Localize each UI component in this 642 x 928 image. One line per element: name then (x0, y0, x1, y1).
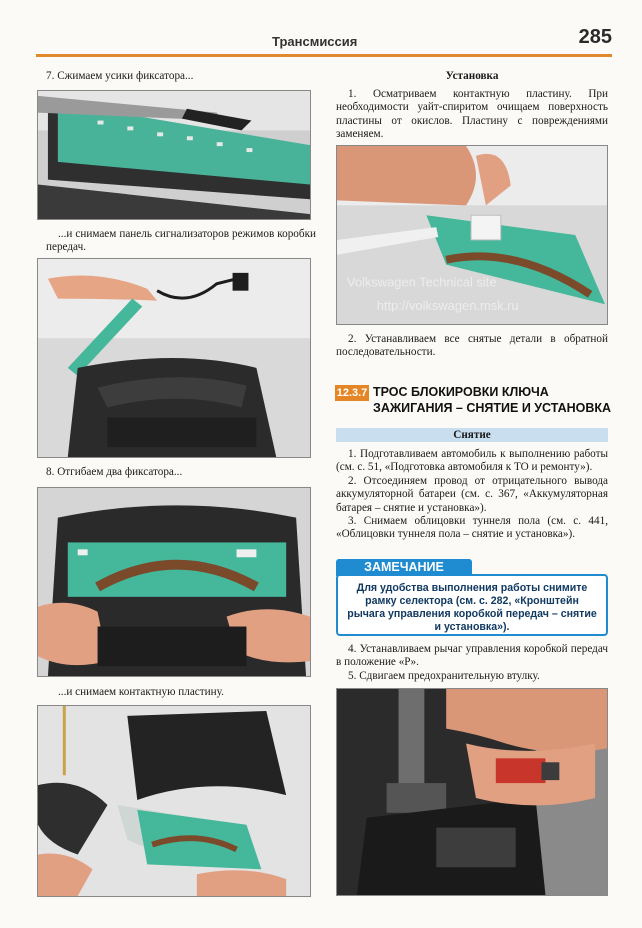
install-step1-para: 1. Осматриваем контактную пластину. При необходимости уайт-спиритом очищаем поверхность пластины от окислов. Пластину с повреждениями заменяем. (336, 88, 608, 141)
section-number-badge: 12.3.7 (336, 387, 368, 399)
step7-text: 7. Сжимаем усики фиксатора... (46, 70, 194, 82)
install-step2-para: 2. Устанавливаем все снятые детали в обратной последовательности. (336, 333, 608, 359)
photo-bend-latches (37, 487, 311, 677)
removal-step2-para: 2. Отсоединяем провод от отрицательного вывода аккумуляторной батареи (см. с. 367, «Аккумуляторная батарея – снятие и установка»). (336, 474, 608, 514)
photo-safety-sleeve (336, 688, 608, 896)
removal-step5-para: 5. Сдвигаем предохранительную втулку. (348, 669, 540, 682)
watermark-line2: http://volkswagen.msk.ru (376, 298, 519, 314)
header-rule (36, 54, 612, 57)
page-header (36, 26, 612, 62)
photo-screwdriver-latch (37, 90, 311, 220)
note-text: Для удобства выполнения работы снимите рамку селектора (см. с. 282, «Кронштейн рычага управления коробкой передач – снятие и установка»). (347, 582, 597, 633)
removal-steps-1-3 (336, 448, 608, 542)
step8-text: 8. Отгибаем два фиксатора... (46, 466, 183, 478)
section-name: Трансмиссия (272, 34, 358, 49)
removal-step1-para: 1. Подготавливаем автомобиль к выполнению работы (см. с. 51, «Подготовка автомобиля к ТО и ремонту»). (336, 448, 608, 474)
install-step1-text (336, 88, 608, 142)
removal-step4-para: 4. Устанавливаем рычаг управления коробкой передач в положение «P». (336, 643, 608, 669)
remove-panel-para: ...и снимаем панель сигнализаторов режимов коробки передач. (46, 228, 316, 254)
section-title: ТРОС БЛОКИРОВКИ КЛЮЧА ЗАЖИГАНИЯ – СНЯТИЕ И УСТАНОВКА (373, 385, 612, 415)
remove-panel-text (46, 228, 316, 255)
photo-panel-removed (37, 258, 311, 458)
install-heading: Установка (445, 70, 499, 82)
watermark-line1: Volkswagen Technical site (346, 274, 497, 290)
photo-contact-plate (37, 705, 311, 897)
remove-plate-text (46, 686, 316, 699)
note-label: ЗАМЕЧАНИЕ (336, 559, 472, 576)
remove-plate-para: ...и снимаем контактную пластину. (58, 686, 224, 698)
install-step2-text (336, 333, 608, 360)
page-number: 285 (578, 26, 612, 48)
removal-steps-4-5 (336, 643, 608, 683)
note-box (336, 574, 608, 636)
removal-step3-para: 3. Снимаем облицовки туннеля пола (см. с. 441, «Облицовки туннеля пола – снятие и установка»). (336, 515, 608, 541)
photo-clean-plate (336, 145, 608, 325)
removal-heading: Снятие (453, 429, 491, 441)
